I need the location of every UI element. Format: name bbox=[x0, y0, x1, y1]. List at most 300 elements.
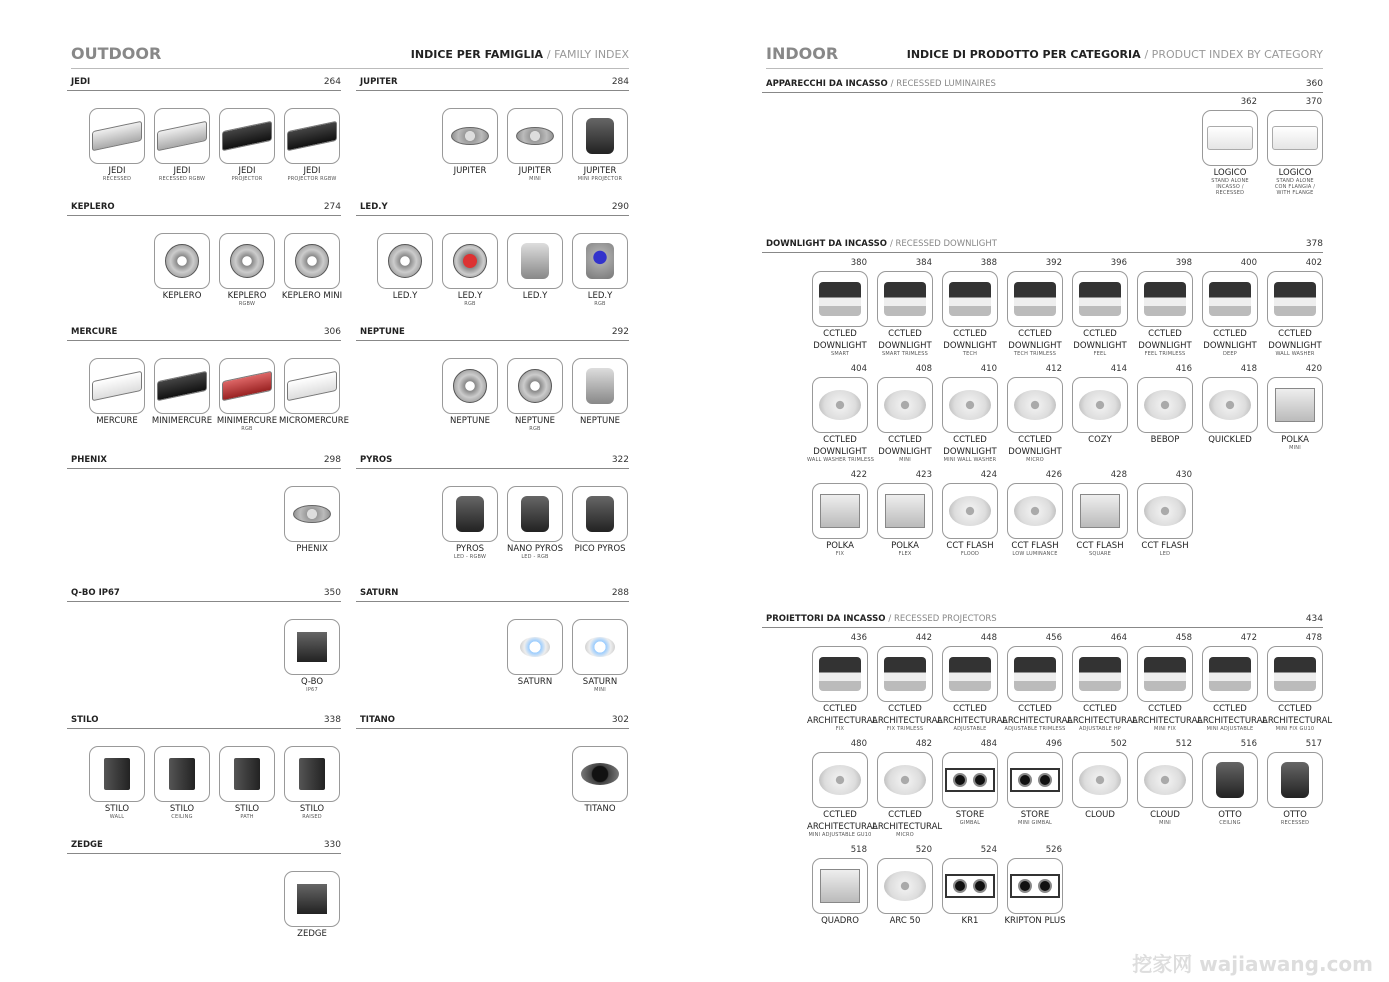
product-variant: RGB bbox=[464, 301, 476, 307]
product-thumbnail[interactable] bbox=[942, 377, 998, 433]
product-item[interactable] bbox=[937, 470, 1003, 557]
product-item[interactable] bbox=[1262, 97, 1328, 196]
product-name: CCTLED bbox=[1018, 704, 1052, 714]
downlight-round-icon bbox=[949, 390, 991, 420]
product-item[interactable] bbox=[937, 364, 1003, 463]
product-thumbnail[interactable] bbox=[942, 483, 998, 539]
product-variant: MINI bbox=[1159, 820, 1171, 826]
product-item[interactable] bbox=[437, 108, 503, 176]
product-item[interactable] bbox=[149, 108, 215, 182]
product-page-number: 448 bbox=[980, 633, 997, 643]
product-thumbnail[interactable] bbox=[1202, 271, 1258, 327]
product-name: KEPLERO MINI bbox=[281, 291, 343, 301]
wall-light-icon bbox=[299, 758, 325, 790]
section-name: NEPTUNE bbox=[360, 327, 405, 337]
product-thumbnail[interactable] bbox=[1007, 271, 1063, 327]
product-name: SATURN bbox=[517, 677, 553, 687]
product-thumbnail[interactable] bbox=[1072, 646, 1128, 702]
product-thumbnail[interactable] bbox=[1202, 377, 1258, 433]
product-thumbnail[interactable] bbox=[1267, 110, 1323, 166]
product-item[interactable] bbox=[502, 486, 568, 560]
product-item[interactable] bbox=[937, 739, 1003, 826]
product-item[interactable] bbox=[1132, 470, 1198, 557]
product-page-number: 400 bbox=[1240, 258, 1257, 268]
product-variant: ADJUSTABLE HP bbox=[1078, 726, 1121, 732]
product-thumbnail[interactable] bbox=[877, 858, 933, 914]
section-page-number: 264 bbox=[323, 77, 341, 87]
product-variant: LOW LUMINANCE bbox=[1012, 551, 1058, 557]
downlight-icon bbox=[1079, 282, 1121, 316]
product-variant: PROJECTOR RGBW bbox=[287, 176, 337, 182]
product-name: CLOUD bbox=[1085, 810, 1115, 820]
product-name: KR1 bbox=[961, 916, 979, 926]
product-item[interactable] bbox=[372, 233, 438, 301]
product-item[interactable] bbox=[567, 358, 633, 426]
product-item[interactable] bbox=[1132, 633, 1203, 732]
product-thumbnail[interactable] bbox=[1007, 858, 1063, 914]
product-name: STORE bbox=[1020, 810, 1050, 820]
indoor-header bbox=[766, 44, 1323, 70]
product-thumbnail[interactable] bbox=[572, 486, 628, 542]
product-name: COZY bbox=[1088, 435, 1112, 445]
product-item[interactable] bbox=[807, 470, 873, 557]
product-item[interactable] bbox=[1067, 739, 1133, 820]
product-thumbnail[interactable] bbox=[284, 871, 340, 927]
product-thumbnail[interactable] bbox=[284, 233, 340, 289]
product-item[interactable] bbox=[1197, 633, 1268, 732]
product-page-number: 408 bbox=[915, 364, 932, 374]
product-variant: LED - RGBW bbox=[453, 554, 487, 560]
product-item[interactable] bbox=[1132, 364, 1198, 445]
product-name: CCTLED bbox=[823, 704, 857, 714]
product-thumbnail[interactable] bbox=[812, 271, 868, 327]
section-title bbox=[71, 840, 103, 850]
product-thumbnail[interactable] bbox=[877, 271, 933, 327]
downlight-round-icon bbox=[819, 765, 861, 795]
downlight-icon bbox=[1209, 282, 1251, 316]
product-page-number: 430 bbox=[1175, 470, 1192, 480]
product-page-number: 412 bbox=[1045, 364, 1062, 374]
product-thumbnail[interactable] bbox=[442, 233, 498, 289]
section-name: MERCURE bbox=[71, 327, 118, 337]
product-name-line2: ARCHITECTURAL bbox=[807, 716, 878, 726]
product-name: QUICKLED bbox=[1208, 435, 1252, 445]
product-item[interactable] bbox=[937, 845, 1003, 926]
product-thumbnail[interactable] bbox=[507, 108, 563, 164]
product-name: CCTLED bbox=[888, 329, 922, 339]
product-thumbnail[interactable] bbox=[219, 233, 275, 289]
product-name: JUPITER bbox=[518, 166, 552, 176]
product-thumbnail[interactable] bbox=[1137, 752, 1193, 808]
product-item[interactable] bbox=[1002, 258, 1068, 357]
product-name: JEDI bbox=[108, 166, 126, 176]
product-item[interactable] bbox=[84, 358, 150, 426]
product-thumbnail[interactable] bbox=[812, 483, 868, 539]
product-variant: CEILING bbox=[1219, 820, 1241, 826]
product-item[interactable] bbox=[1132, 258, 1198, 357]
section-page-number: 306 bbox=[323, 327, 341, 337]
product-thumbnail[interactable] bbox=[942, 646, 998, 702]
product-thumbnail[interactable] bbox=[507, 233, 563, 289]
product-item[interactable] bbox=[807, 258, 873, 357]
section-page-number: 434 bbox=[1305, 614, 1323, 624]
product-thumbnail[interactable] bbox=[507, 486, 563, 542]
product-item[interactable] bbox=[937, 633, 1008, 732]
product-thumbnail[interactable] bbox=[89, 358, 145, 414]
section-title bbox=[360, 715, 395, 725]
product-thumbnail[interactable] bbox=[572, 619, 628, 675]
product-variant: RGB bbox=[594, 301, 606, 307]
product-item[interactable] bbox=[937, 258, 1003, 357]
section-name: PROIETTORI DA INCASSO bbox=[766, 614, 886, 624]
product-item[interactable] bbox=[1262, 633, 1333, 732]
wall-light-icon bbox=[104, 758, 130, 790]
product-page-number: 414 bbox=[1110, 364, 1127, 374]
downlight-icon bbox=[1209, 657, 1251, 691]
product-name: LED.Y bbox=[522, 291, 548, 301]
product-item[interactable] bbox=[279, 746, 345, 820]
product-variant: GIMBAL bbox=[959, 820, 981, 826]
section-title bbox=[360, 455, 392, 465]
product-thumbnail[interactable] bbox=[284, 108, 340, 164]
product-item[interactable] bbox=[214, 108, 280, 182]
product-item[interactable] bbox=[807, 364, 875, 463]
product-page-number: 502 bbox=[1110, 739, 1127, 749]
product-item[interactable] bbox=[872, 845, 938, 926]
product-thumbnail[interactable] bbox=[572, 358, 628, 414]
product-item[interactable] bbox=[872, 258, 938, 357]
product-thumbnail[interactable] bbox=[812, 858, 868, 914]
square-downlight-icon bbox=[1275, 388, 1315, 422]
product-page-number: 362 bbox=[1240, 97, 1257, 107]
product-item[interactable] bbox=[84, 746, 150, 820]
product-item[interactable] bbox=[279, 486, 345, 554]
square-downlight-icon bbox=[1080, 494, 1120, 528]
product-thumbnail[interactable] bbox=[812, 377, 868, 433]
product-thumbnail[interactable] bbox=[1267, 377, 1323, 433]
section-title bbox=[71, 77, 90, 87]
product-item[interactable] bbox=[1132, 739, 1198, 826]
product-name: CCT FLASH bbox=[1011, 541, 1059, 551]
product-item[interactable] bbox=[1002, 633, 1073, 732]
section-rule bbox=[762, 252, 1323, 253]
product-variant: FLOOD bbox=[960, 551, 980, 557]
product-thumbnail[interactable] bbox=[1007, 377, 1063, 433]
product-item[interactable] bbox=[1002, 845, 1068, 926]
product-page-number: 423 bbox=[915, 470, 932, 480]
product-name: CCTLED bbox=[1278, 704, 1312, 714]
section-subtitle: / RECESSED DOWNLIGHT bbox=[889, 239, 997, 249]
product-item[interactable] bbox=[567, 746, 633, 814]
section-rule bbox=[356, 340, 629, 341]
downlight-icon bbox=[1014, 657, 1056, 691]
product-name: CCTLED bbox=[823, 810, 857, 820]
product-thumbnail[interactable] bbox=[507, 358, 563, 414]
product-thumbnail[interactable] bbox=[89, 108, 145, 164]
section-rule bbox=[762, 92, 1323, 93]
product-item[interactable] bbox=[279, 358, 349, 426]
product-thumbnail[interactable] bbox=[1007, 483, 1063, 539]
product-item[interactable] bbox=[149, 358, 215, 426]
product-item[interactable] bbox=[279, 108, 345, 182]
product-item[interactable] bbox=[872, 364, 938, 463]
product-thumbnail[interactable] bbox=[1202, 752, 1258, 808]
product-variant: IP67 bbox=[306, 687, 318, 693]
spotlight-icon bbox=[586, 368, 614, 404]
product-item[interactable] bbox=[1197, 739, 1263, 826]
product-name: CCT FLASH bbox=[1141, 541, 1189, 551]
product-name: CCTLED bbox=[1018, 329, 1052, 339]
product-name: POLKA bbox=[891, 541, 919, 551]
product-thumbnail[interactable] bbox=[284, 619, 340, 675]
product-variant: MINI bbox=[529, 176, 541, 182]
product-thumbnail[interactable] bbox=[877, 752, 933, 808]
product-thumbnail[interactable] bbox=[1202, 110, 1258, 166]
product-item[interactable] bbox=[437, 358, 503, 426]
product-thumbnail[interactable] bbox=[1267, 646, 1323, 702]
product-thumbnail[interactable] bbox=[442, 108, 498, 164]
product-name: CCTLED bbox=[1278, 329, 1312, 339]
product-item[interactable] bbox=[84, 108, 150, 182]
product-item[interactable] bbox=[1002, 739, 1068, 826]
section-name: TITANO bbox=[360, 715, 396, 725]
product-variant: PROJECTOR bbox=[231, 176, 263, 182]
product-thumbnail[interactable] bbox=[1267, 271, 1323, 327]
product-item[interactable] bbox=[1262, 364, 1328, 451]
product-item[interactable] bbox=[1067, 258, 1133, 357]
product-thumbnail[interactable] bbox=[877, 377, 933, 433]
product-variant: SMART bbox=[830, 351, 850, 357]
product-variant: MINI ADJUSTABLE bbox=[1206, 726, 1254, 732]
product-item[interactable] bbox=[437, 233, 503, 307]
section-title bbox=[766, 239, 997, 249]
product-variant: FIX TRIMLESS bbox=[886, 726, 924, 732]
product-thumbnail[interactable] bbox=[154, 233, 210, 289]
product-item[interactable] bbox=[872, 739, 943, 838]
recessed-disc-icon bbox=[451, 127, 489, 145]
product-item[interactable] bbox=[567, 619, 633, 693]
product-page-number: 464 bbox=[1110, 633, 1127, 643]
product-item[interactable] bbox=[502, 233, 568, 301]
profile-icon bbox=[287, 121, 337, 152]
product-name: LOGICO bbox=[1213, 168, 1247, 178]
section-subtitle: / RECESSED LUMINAIRES bbox=[890, 79, 996, 89]
round-luminaire-icon bbox=[165, 244, 199, 278]
product-thumbnail[interactable] bbox=[1267, 752, 1323, 808]
product-item[interactable] bbox=[872, 470, 938, 557]
product-name: STORE bbox=[955, 810, 985, 820]
product-thumbnail[interactable] bbox=[877, 483, 933, 539]
product-name: MINIMERCURE bbox=[151, 416, 213, 426]
square-downlight-icon bbox=[885, 494, 925, 528]
product-thumbnail[interactable] bbox=[572, 746, 628, 802]
product-variant: RAISED bbox=[302, 814, 322, 820]
product-name: STILO bbox=[299, 804, 325, 814]
downlight-round-icon bbox=[949, 496, 991, 526]
product-item[interactable] bbox=[567, 108, 633, 182]
category-index-sub: / PRODUCT INDEX BY CATEGORY bbox=[1144, 48, 1323, 61]
product-item[interactable] bbox=[502, 619, 568, 687]
profile-icon bbox=[222, 121, 272, 152]
product-thumbnail[interactable] bbox=[1137, 483, 1193, 539]
product-name-line2: DOWNLIGHT bbox=[878, 447, 932, 457]
product-thumbnail[interactable] bbox=[812, 646, 868, 702]
product-name: TITANO bbox=[584, 804, 616, 814]
product-name-line2: DOWNLIGHT bbox=[1008, 447, 1062, 457]
product-thumbnail[interactable] bbox=[942, 752, 998, 808]
product-thumbnail[interactable] bbox=[1007, 752, 1063, 808]
product-thumbnail[interactable] bbox=[284, 358, 340, 414]
product-name-line2: ARCHITECTURAL bbox=[872, 716, 943, 726]
product-item[interactable] bbox=[872, 633, 943, 732]
product-item[interactable] bbox=[1002, 364, 1068, 463]
product-thumbnail[interactable] bbox=[219, 358, 275, 414]
product-item[interactable] bbox=[567, 233, 633, 307]
product-item[interactable] bbox=[807, 633, 878, 732]
product-thumbnail[interactable] bbox=[942, 271, 998, 327]
product-name: STILO bbox=[234, 804, 260, 814]
product-thumbnail[interactable] bbox=[442, 358, 498, 414]
product-thumbnail[interactable] bbox=[1072, 483, 1128, 539]
product-thumbnail[interactable] bbox=[154, 358, 210, 414]
product-thumbnail[interactable] bbox=[1072, 377, 1128, 433]
product-item[interactable] bbox=[1067, 633, 1138, 732]
product-item[interactable] bbox=[1067, 470, 1133, 557]
product-item[interactable] bbox=[214, 358, 280, 432]
product-item[interactable] bbox=[279, 619, 345, 693]
product-thumbnail[interactable] bbox=[284, 486, 340, 542]
product-thumbnail[interactable] bbox=[1137, 377, 1193, 433]
product-item[interactable] bbox=[1067, 364, 1133, 445]
product-item[interactable] bbox=[279, 871, 345, 939]
product-thumbnail[interactable] bbox=[442, 486, 498, 542]
product-thumbnail[interactable] bbox=[1202, 646, 1258, 702]
section-title bbox=[71, 588, 120, 598]
product-thumbnail[interactable] bbox=[812, 752, 868, 808]
product-item[interactable] bbox=[567, 486, 633, 554]
product-thumbnail[interactable] bbox=[877, 646, 933, 702]
product-item[interactable] bbox=[1197, 97, 1263, 196]
section-title bbox=[360, 588, 398, 598]
downlight-round-icon bbox=[1144, 390, 1186, 420]
product-thumbnail[interactable] bbox=[572, 233, 628, 289]
product-thumbnail[interactable] bbox=[154, 108, 210, 164]
product-item[interactable] bbox=[279, 233, 345, 301]
lens-icon bbox=[1038, 879, 1052, 893]
section-title bbox=[71, 327, 117, 337]
product-item[interactable] bbox=[502, 358, 568, 432]
multi-head-icon bbox=[945, 874, 995, 898]
product-thumbnail[interactable] bbox=[1072, 752, 1128, 808]
product-item[interactable] bbox=[214, 746, 280, 820]
section-rule bbox=[67, 468, 341, 469]
product-name: NEPTUNE bbox=[515, 416, 555, 426]
round-rgb-luminaire-icon bbox=[453, 244, 487, 278]
profile-icon bbox=[287, 371, 337, 402]
product-thumbnail[interactable] bbox=[942, 858, 998, 914]
section-page-number: 274 bbox=[323, 202, 341, 212]
product-thumbnail[interactable] bbox=[1072, 271, 1128, 327]
product-page-number: 472 bbox=[1240, 633, 1257, 643]
section-rule bbox=[356, 468, 629, 469]
section-rule bbox=[67, 853, 341, 854]
product-page-number: 410 bbox=[980, 364, 997, 374]
product-item[interactable] bbox=[437, 486, 503, 560]
product-page-number: 416 bbox=[1175, 364, 1192, 374]
product-item[interactable] bbox=[214, 233, 280, 307]
product-item[interactable] bbox=[149, 233, 215, 301]
product-item[interactable] bbox=[1262, 739, 1328, 826]
product-variant: ADJUSTABLE bbox=[953, 726, 987, 732]
product-thumbnail[interactable] bbox=[219, 108, 275, 164]
product-name: KEPLERO bbox=[162, 291, 202, 301]
product-variant: STAND ALONE bbox=[1276, 178, 1314, 184]
section-name: APPARECCHI DA INCASSO bbox=[766, 79, 888, 89]
section-name: DOWNLIGHT DA INCASSO bbox=[766, 239, 887, 249]
product-item[interactable] bbox=[1197, 258, 1263, 357]
section-title bbox=[766, 614, 997, 624]
product-item[interactable] bbox=[502, 108, 568, 182]
product-item[interactable] bbox=[149, 746, 215, 820]
product-name: LED.Y bbox=[587, 291, 613, 301]
product-page-number: 496 bbox=[1045, 739, 1062, 749]
product-name: CCTLED bbox=[823, 329, 857, 339]
product-variant: PATH bbox=[240, 814, 254, 820]
product-name: MINIMERCURE bbox=[216, 416, 278, 426]
product-page-number: 517 bbox=[1305, 739, 1322, 749]
product-thumbnail[interactable] bbox=[154, 746, 210, 802]
round-luminaire-icon bbox=[453, 369, 487, 403]
section-rule bbox=[356, 728, 629, 729]
product-name: SATURN bbox=[582, 677, 618, 687]
spotlight-icon bbox=[456, 496, 484, 532]
product-page-number: 426 bbox=[1045, 470, 1062, 480]
product-thumbnail[interactable] bbox=[1007, 646, 1063, 702]
section-rule bbox=[356, 215, 629, 216]
product-thumbnail[interactable] bbox=[89, 746, 145, 802]
product-variant: CEILING bbox=[171, 814, 193, 820]
product-thumbnail[interactable] bbox=[507, 619, 563, 675]
product-thumbnail[interactable] bbox=[284, 746, 340, 802]
product-item[interactable] bbox=[807, 739, 878, 838]
product-name: JEDI bbox=[303, 166, 321, 176]
product-name-line2: ARCHITECTURAL bbox=[937, 716, 1008, 726]
product-item[interactable] bbox=[807, 845, 873, 926]
product-variant: MINI bbox=[1289, 445, 1301, 451]
section-rule bbox=[356, 601, 629, 602]
product-item[interactable] bbox=[1002, 470, 1068, 557]
product-variant: FLEX bbox=[898, 551, 912, 557]
product-name: CCTLED bbox=[888, 704, 922, 714]
profile-icon bbox=[92, 121, 142, 152]
product-thumbnail[interactable] bbox=[572, 108, 628, 164]
section-name: STILO bbox=[71, 715, 99, 725]
product-name: JUPITER bbox=[583, 166, 617, 176]
product-item[interactable] bbox=[1197, 364, 1263, 445]
downlight-icon bbox=[1144, 282, 1186, 316]
section-page-number: 322 bbox=[611, 455, 629, 465]
flat-panel-icon bbox=[1272, 126, 1318, 150]
product-thumbnail[interactable] bbox=[377, 233, 433, 289]
product-thumbnail[interactable] bbox=[219, 746, 275, 802]
downlight-icon bbox=[1144, 657, 1186, 691]
product-name: ZEDGE bbox=[297, 929, 327, 939]
product-item[interactable] bbox=[1262, 258, 1328, 357]
product-thumbnail[interactable] bbox=[1137, 646, 1193, 702]
product-page-number: 388 bbox=[980, 258, 997, 268]
product-thumbnail[interactable] bbox=[1137, 271, 1193, 327]
product-name: NEPTUNE bbox=[580, 416, 620, 426]
